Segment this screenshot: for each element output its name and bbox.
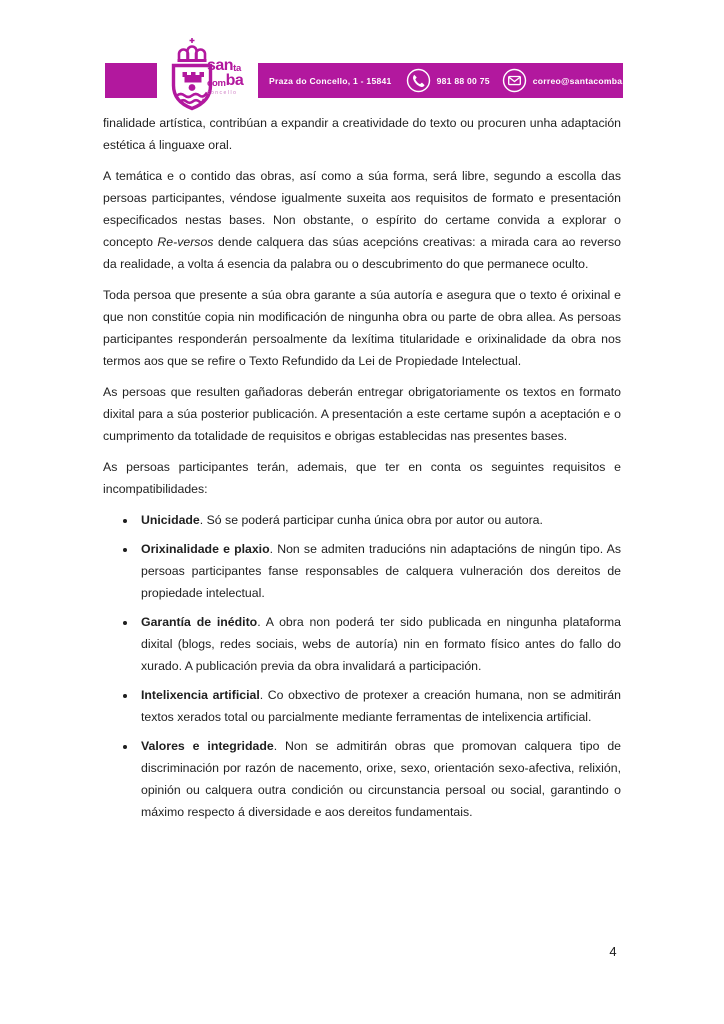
header-left-band [105, 63, 157, 98]
document-body [103, 112, 621, 823]
requirement-ia [137, 684, 621, 728]
requirement-inedito [137, 611, 621, 677]
requirement-valores [137, 735, 621, 823]
wordmark-ta: ta [233, 62, 241, 74]
paragraph-authorship: Toda persoa que presente a súa obra garante a súa autoría e asegura que o texto é orixinal e que non constitúe copia nin modificación de ningunha obra ou parte de obra allea. As persoas participantes responderán persoalmente da lexítima titularidade e orixinalidade da obra nos termos aos que se refire o Texto Refundido da Lei de Propiedade Intelectual. [103, 288, 621, 368]
contact-banner [258, 63, 636, 98]
paragraph-artistic-purpose: finalidade artística, contribúan a expandir a creatividade do texto ou procuren unha adaptación estética á linguaxe oral. [103, 116, 621, 152]
phone-text: 981 88 00 75 [436, 75, 490, 86]
requirement-lead: Intelixencia artificial [141, 688, 260, 702]
requirements-list [103, 509, 621, 823]
requirement-rest: . Non se admiten traducións nin adaptacións de ningún tipo. As persoas participantes fanse responsables de calquera vulneración dos dereitos de propiedade intelectual. [141, 542, 621, 600]
requirement-rest: . Co obxectivo de protexer a creación humana, non se admitirán textos xerados total ou parcialmente mediante ferramentas de intelixencia artificial. [141, 688, 621, 724]
requirement-rest: . A obra non poderá ter sido publicada en ningunha plataforma dixital (blogs, redes sociais, webs de autoría) nin en formato físico antes do fallo do xurado. A publicación previa da obra invalidará a participación. [141, 615, 622, 673]
wordmark-san: san [207, 57, 234, 74]
wordmark-subtitle: concello [207, 90, 238, 96]
requirement-lead: Valores e integridade [141, 739, 274, 753]
requirement-unicidade [137, 509, 621, 531]
paragraph-requirements-intro: As persoas participantes terán, ademais, que ter en conta os seguintes requisitos e incompatibilidades: [103, 460, 621, 496]
phone-icon [406, 68, 431, 93]
wordmark-row-bottom [207, 74, 253, 89]
mail-icon [502, 68, 527, 93]
requirement-lead: Orixinalidade e plaxio [141, 542, 270, 556]
requirement-rest: . Non se admitirán obras que promovan calquera tipo de discriminación por razón de nacemento, orixe, sexo, orientación sexo-afectiva, relixión, opinión ou calquera outra condición ou circunstancia persoal ou social, garantindo o máximo respecto á diversidade e aos dereitos fundamentais. [141, 739, 622, 819]
wordmark-com: com [207, 77, 226, 89]
paragraph-theme-after: dende calquera das súas acepcións creativas: a mirada cara ao reverso da realidade, a volta á esencia da palabra ou o descubrimento do que permanece oculto. [103, 235, 621, 271]
paragraph-theme-before: A temática e o contido das obras, así como a súa forma, será libre, segundo a escolla das persoas participantes, véndose igualmente suxeita aos requisitos de formato e presentación especificados nestas bases. Non obstante, o espírito do certame convida a explorar o concepto [103, 169, 621, 249]
concello-wordmark [207, 59, 253, 96]
address-text: Praza do Concello, 1 - 15841 [269, 75, 392, 86]
requirement-lead: Garantía de inédito [141, 615, 258, 629]
requirement-rest: . Só se poderá participar cunha única obra por autor ou autora. [199, 513, 543, 527]
paragraph-winners-delivery: As persoas que resulten gañadoras deberán entregar obrigatoriamente os textos en formato dixital para a súa posterior publicación. A presentación a este certame supón a aceptación e o cumprimento da totalidade de requisitos e obrigas establecidas nas presentes bases. [103, 385, 621, 443]
paragraph-theme-freedom [103, 165, 621, 275]
email-text: correo@santacomba.es [532, 75, 636, 86]
requirement-orixinalidade [137, 538, 621, 604]
wordmark-ba: ba [225, 72, 244, 89]
contest-name-italic: Re-versos [157, 235, 214, 249]
requirement-lead: Unicidade [141, 513, 200, 527]
page-number: 4 [609, 944, 617, 959]
